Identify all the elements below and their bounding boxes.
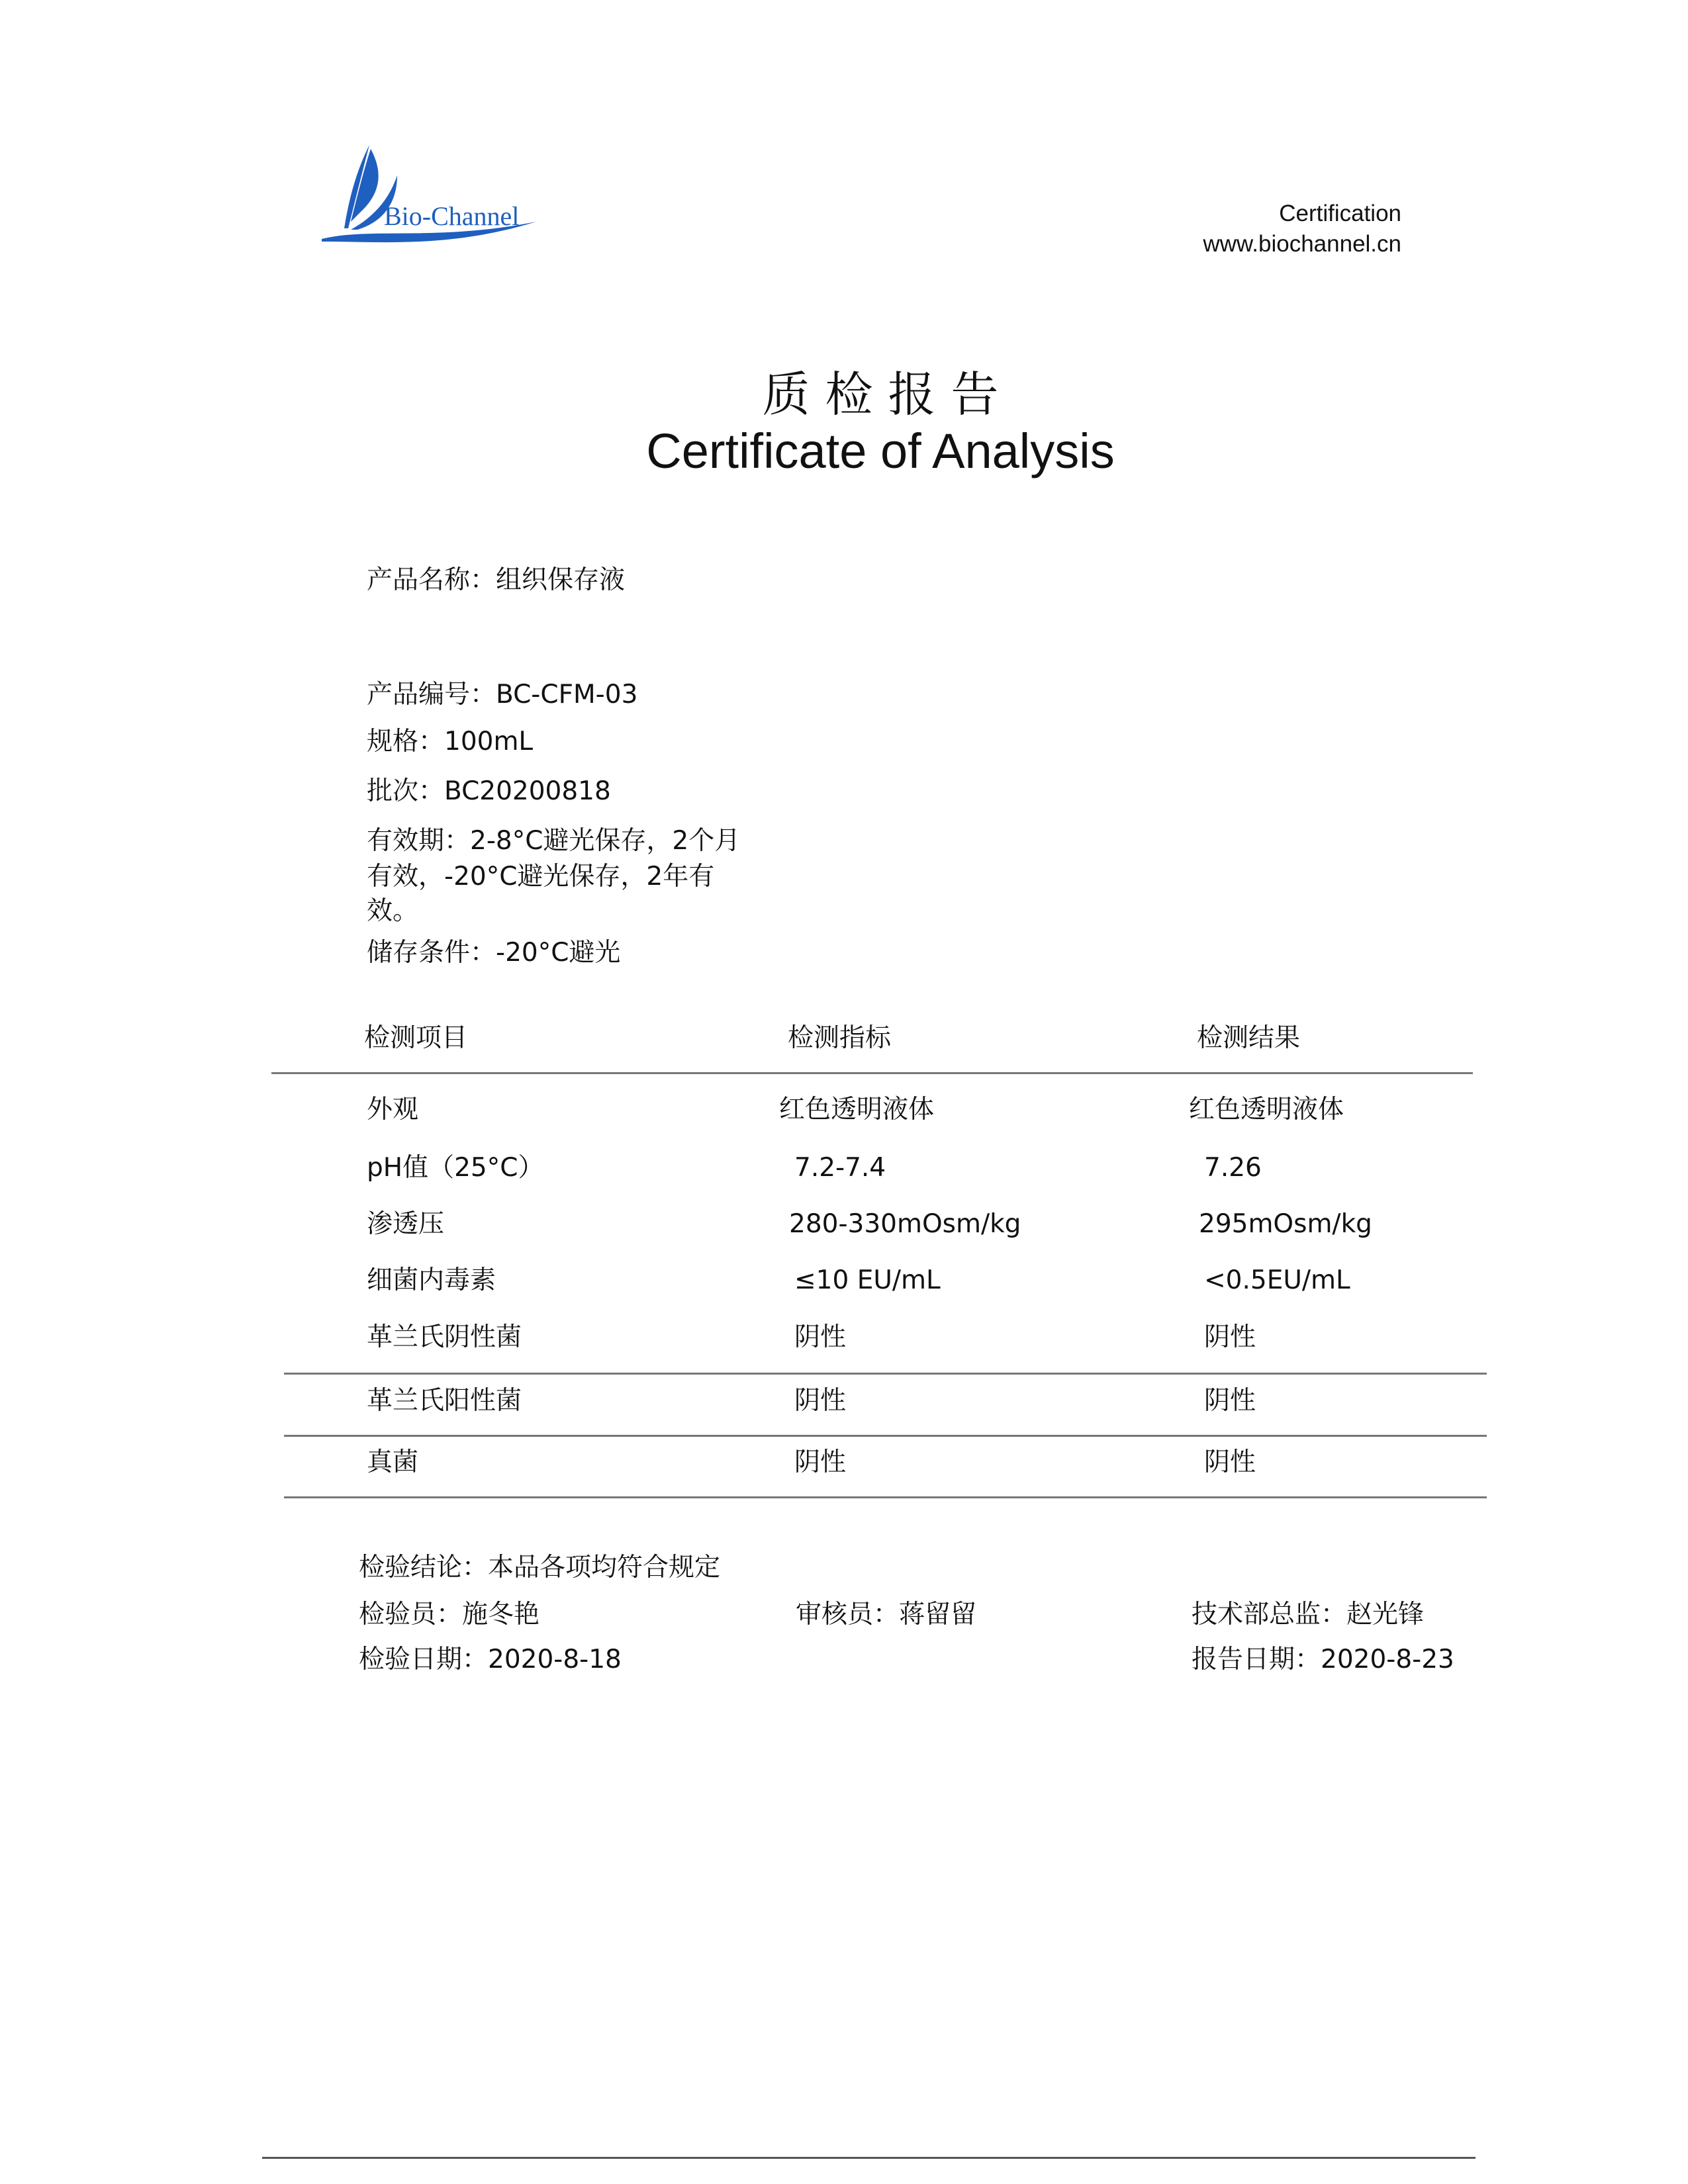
cell-spec: 阴性: [794, 1386, 847, 1416]
cell-result: 295mOsm/kg: [1199, 1209, 1372, 1239]
logo-text: Bio-Channel: [384, 201, 520, 231]
title-zh: 质 检 报 告: [762, 367, 999, 422]
cell-spec: 7.2-7.4: [794, 1153, 886, 1183]
inspection-date: 检验日期：2020-8-18: [359, 1645, 622, 1674]
cell-spec: 280-330mOsm/kg: [789, 1209, 1021, 1239]
company-logo: [318, 142, 543, 248]
cell-result: 7.26: [1204, 1153, 1262, 1183]
table-header: 检测项目: [364, 1023, 468, 1053]
sailboat-logo-icon: [318, 142, 543, 248]
cell-result: 阴性: [1204, 1386, 1256, 1416]
divider: [284, 1496, 1487, 1498]
product-spec: 规格：100mL: [367, 727, 534, 756]
inspector: 检验员：施冬艳: [359, 1600, 540, 1629]
table-header: 检测指标: [788, 1023, 892, 1053]
product-batch: 批次：BC20200818: [367, 776, 611, 806]
cell-item: 革兰氏阳性菌: [367, 1386, 522, 1416]
divider: [284, 1435, 1487, 1437]
product-name: 产品名称：组织保存液: [367, 565, 626, 595]
cell-item: 外观: [367, 1095, 419, 1124]
table-header: 检测结果: [1197, 1023, 1301, 1053]
report-date: 报告日期：2020-8-23: [1192, 1645, 1454, 1674]
cell-item: 细菌内毒素: [367, 1265, 496, 1295]
cell-result: <0.5EU/mL: [1204, 1265, 1350, 1295]
validity-line: 有效，-20°C避光保存，2年有: [367, 862, 715, 891]
validity-line: 效。: [367, 896, 419, 926]
cell-spec: 阴性: [794, 1447, 847, 1477]
cell-result: 阴性: [1204, 1447, 1256, 1477]
technical-director: 技术部总监：赵光锋: [1192, 1600, 1425, 1629]
divider: [284, 1373, 1487, 1375]
divider: [271, 1072, 1473, 1074]
cell-item: 渗透压: [367, 1209, 445, 1239]
cell-item: pH值（25°C）: [367, 1153, 544, 1183]
title-en: Certificate of Analysis: [646, 424, 1115, 478]
cell-spec: 红色透明液体: [779, 1095, 935, 1124]
cell-item: 革兰氏阴性菌: [367, 1322, 522, 1352]
storage-condition: 储存条件：-20°C避光: [367, 938, 621, 968]
product-code: 产品编号：BC-CFM-03: [367, 680, 638, 709]
cell-item: 真菌: [367, 1447, 419, 1477]
cell-spec: 阴性: [794, 1322, 847, 1352]
validity-line: 有效期：2-8°C避光保存，2个月: [367, 826, 741, 856]
certification-label: Certification: [1279, 201, 1401, 226]
page-bottom-divider: [262, 2157, 1476, 2159]
reviewer: 审核员：蒋留留: [796, 1600, 977, 1629]
cell-spec: ≤10 EU/mL: [794, 1265, 941, 1295]
cell-result: 红色透明液体: [1189, 1095, 1344, 1124]
conclusion: 检验结论：本品各项均符合规定: [359, 1553, 721, 1582]
website-url: www.biochannel.cn: [1203, 231, 1401, 257]
cell-result: 阴性: [1204, 1322, 1256, 1352]
